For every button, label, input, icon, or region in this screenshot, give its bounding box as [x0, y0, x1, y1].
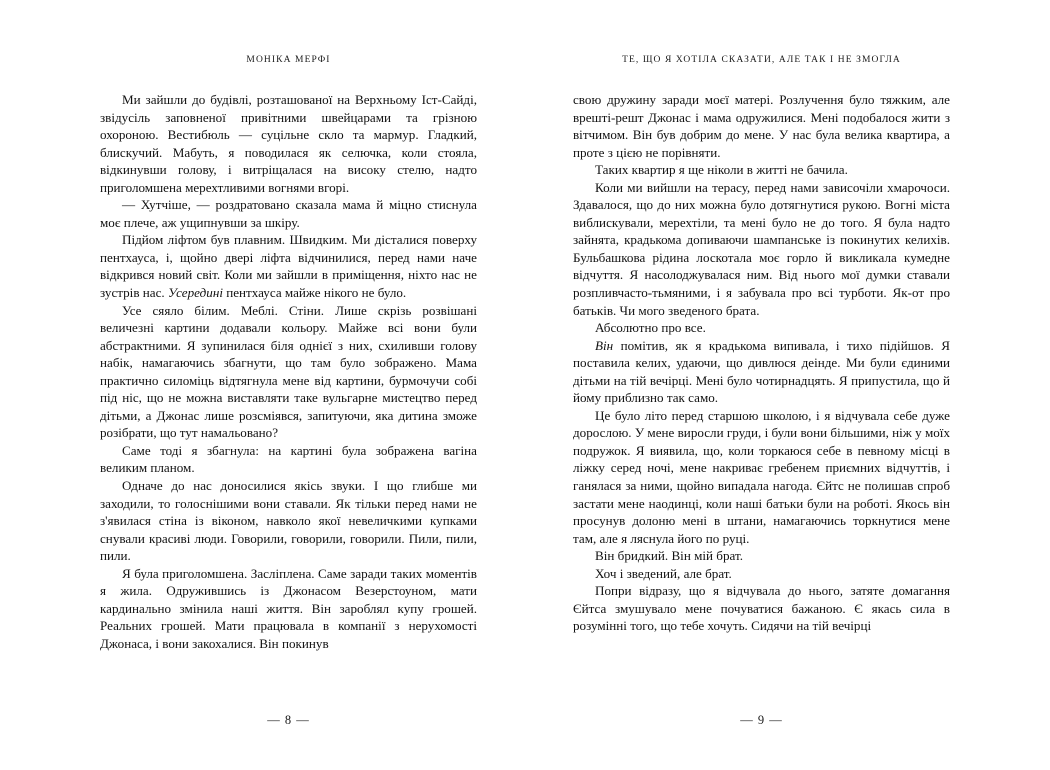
- paragraph: Хоч і зведений, але брат.: [595, 565, 732, 581]
- paragraph: Таких квартир я ще ніколи в житті не бачила.: [595, 162, 848, 178]
- paragraph: Коли ми вийшли на терасу, перед нами зависочіли хмарочоси. Здавалося, що до них можна було дотягнутися рукою. Вогні міста виблискували, мерехтіли, та мені було не до того. Я була надто зайнята, крадькома допиваючи шампанське із покинутих келихів. Бульбашкова рідина лоскотала моє горло й викликала кумедне відчуття. Я насолоджувалася ним. Від нього мої думки ставали розпливчасто-тьмяними, і я забувала про всі турботи. Як-от про батьків. Чи мого зведеного брата.: [573, 179, 950, 318]
- left-page-folio: — 8 —: [267, 713, 310, 727]
- right-page-folio: — 9 —: [740, 713, 783, 727]
- paragraph: Він бридкий. Він мій брат.: [595, 548, 744, 564]
- paragraph: Одначе до нас доносилися якісь звуки. І що глибше ми заходили, то голоснішими вони ставали. Як тільки перед нами не з'явилася стіна із віконом, навколо якої невеличкими купками снували красиві люди. Говорили, говорили, говорили. Пили, пили, пили.: [100, 478, 477, 564]
- right-page-body: [573, 91, 950, 635]
- paragraph: Попри відразу, що я відчувала до нього, затяте домагання Єйтса змушувало мене почуватися бажаною. Є якась сила в розумінні того, що тебе хочуть. Сидячи на тій вечірці: [573, 583, 950, 634]
- paragraph: Саме тоді я збагнула: на картині була зображена вагіна великим планом.: [100, 442, 477, 476]
- paragraph: Він помітив, як я крадькома випивала, і тихо підійшов. Я поставила келих, удаючи, що дивлюся деінде. Ми були єдиними дітьми на тій вечірці. Мені було чотирнадцять. Я припустила, що й йому приблизно так само.: [573, 337, 950, 406]
- right-page: [525, 0, 1050, 770]
- paragraph: — Хутчіше, — роздратовано сказала мама й міцно стиснула моє плече, аж ущипнувши за шкіру.: [100, 197, 477, 230]
- left-page-body: [100, 91, 477, 653]
- paragraph: Ми зайшли до будівлі, розташованої на Верхньому Іст-Сайді, звідусіль заповненої привітними швейцарами та грізною охороною. Вестибюль — суцільне скло та мармур. Гладкий, блискучий. Мабуть, я поводилася як селючка, коли стояла, відкинувши голову, і витріщалася на високу стелю, надто приголомшена мерехтливими вогнями вгорі.: [100, 92, 477, 195]
- left-running-head: МОНІКА МЕРФІ: [246, 55, 331, 65]
- paragraph: Я була приголомшена. Засліплена. Саме заради таких моментів я жила. Одружившись із Джонасом Везерстоуном, мати кардинально змінила наші життя. Він зароблял купу грошей. Реальних грошей. Мати працювала в компанії з нерухомості Джонаса, і вони закохалися. Він покинув: [100, 565, 477, 651]
- right-running-head: ТЕ, ЩО Я ХОТІЛА СКАЗАТИ, АЛЕ ТАК І НЕ ЗМОГЛА: [622, 55, 901, 65]
- paragraph: Підйом ліфтом був плавним. Швидким. Ми дісталися поверху пентхауса, і, щойно двері ліфта відчинилися, перед нами наче відкрився новий світ. Коли ми зайшли в приміщення, ніхто нас не зустрів нас. Усередині пентхауса майже нікого не було.: [100, 232, 477, 301]
- paragraph: Це було літо перед старшою школою, і я відчувала себе дуже дорослою. У мене виросли груди, і були вони більшими, ніж у моїх подружок. Я виявила, що, коли торкаюся себе в певному місці в ліжку серед ночі, мене накриває гребенем приємних відчуттів, і ганялася за ними, щойно випадала нагода. Єйтс не полишав спроб застати мене наодинці, коли наші батьки були на роботі. Якось він просунув долоню мені в штани, намагаючись торкнутися мене там, але я ляснула його по руці.: [573, 407, 950, 546]
- paragraph: свою дружину заради моєї матері. Розлучення було тяжким, але врешті-решт Джонас і мама одружилися. Мені подобалося жити з вітчимом. Він був добрим до мене. У нас була велика квартира, а проте з цією не порівняти.: [573, 92, 950, 160]
- paragraph: Абсолютно про все.: [595, 320, 706, 336]
- paragraph: Усе сяяло білим. Меблі. Стіни. Лише скрізь розвішані величезні картини додавали кольору. Майже всі вони були абстрактними. Я зупинилася біля однієї з них, схиливши голову набік, намагаючись збагнути, що там було зображено. Мама практично силоміць відтягнула мене від картини, бурмочучи собі під ніс, що не можна виставляти таке вульгарне мистецтво перед дітьми, а Джонас лише розсміявся, запитуючи, яка дитина зможе розібрати, що тут намальовано?: [100, 302, 477, 441]
